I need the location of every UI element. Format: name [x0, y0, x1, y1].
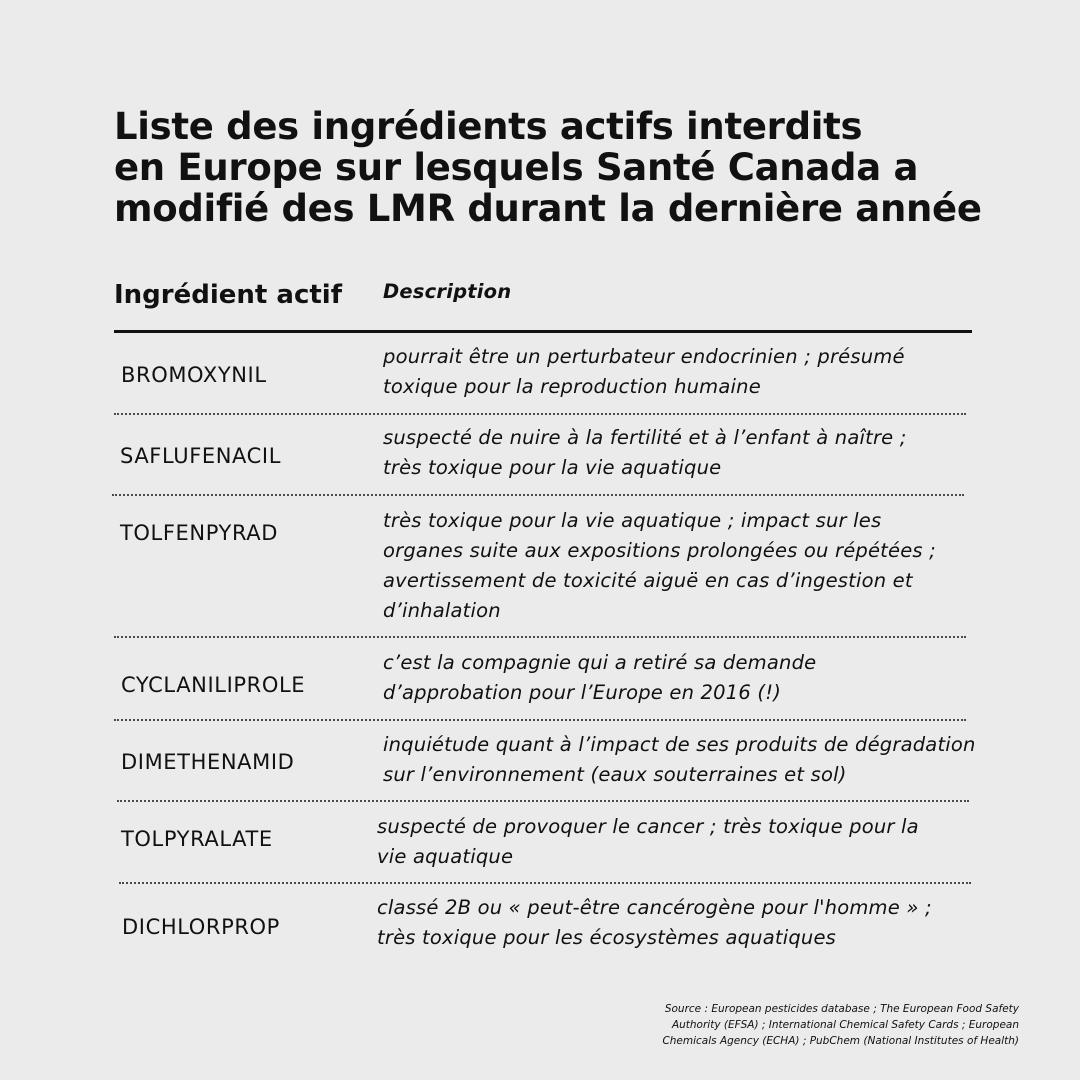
column-header-ingredient: Ingrédient actif: [114, 280, 343, 310]
ingredient-name: BROMOXYNIL: [121, 363, 267, 387]
header-divider: [114, 330, 972, 333]
ingredient-description: classé 2B ou « peut-être cancérogène pour l'homme » ; très toxique pour les écosystèmes aquatiques: [377, 896, 932, 949]
ingredient-name: SAFLUFENACIL: [120, 444, 281, 468]
page-title: [114, 106, 1044, 229]
ingredient-name: TOLFENPYRAD: [120, 521, 279, 545]
row-divider: [117, 800, 969, 802]
column-header-description: Description: [383, 280, 512, 303]
ingredient-description: très toxique pour la vie aquatique ; impact sur les organes suite aux expositions prolongées ou répétées ; avertissement de toxicité aiguë en cas d’ingestion et d’inhalation: [383, 509, 936, 622]
title-line: Liste des ingrédients actifs interdits: [114, 105, 863, 148]
ingredient-description: pourrait être un perturbateur endocrinien ; présumé toxique pour la reproduction humaine: [383, 345, 905, 398]
ingredient-name: TOLPYRALATE: [121, 827, 273, 851]
ingredient-name: CYCLANILIPROLE: [121, 673, 306, 697]
row-divider: [114, 719, 966, 721]
title-line: en Europe sur lesquels Santé Canada a: [114, 146, 919, 189]
ingredient-name: DICHLORPROP: [122, 915, 280, 939]
row-divider: [119, 882, 971, 884]
source-note: Source : European pesticides database ; The European Food Safety Authority (EFSA) ; International Chemical Safety Cards ; European Chemicals Agency (ECHA) ; PubChem (National Institutes of Health): [662, 1003, 1019, 1047]
row-divider: [114, 636, 966, 638]
ingredient-description: c’est la compagnie qui a retiré sa demande d’approbation pour l’Europe en 2016 (!): [383, 651, 817, 704]
row-divider: [114, 413, 966, 415]
ingredient-name: DIMETHENAMID: [121, 750, 295, 774]
ingredient-description: suspecté de nuire à la fertilité et à l’enfant à naître ; très toxique pour la vie aquatique: [383, 426, 907, 479]
title-line: modifié des LMR durant la dernière année: [114, 187, 982, 230]
ingredient-description: suspecté de provoquer le cancer ; très toxique pour la vie aquatique: [377, 815, 919, 868]
row-divider: [112, 494, 964, 496]
ingredient-description: inquiétude quant à l’impact de ses produits de dégradation sur l’environnement (eaux souterraines et sol): [383, 733, 976, 786]
